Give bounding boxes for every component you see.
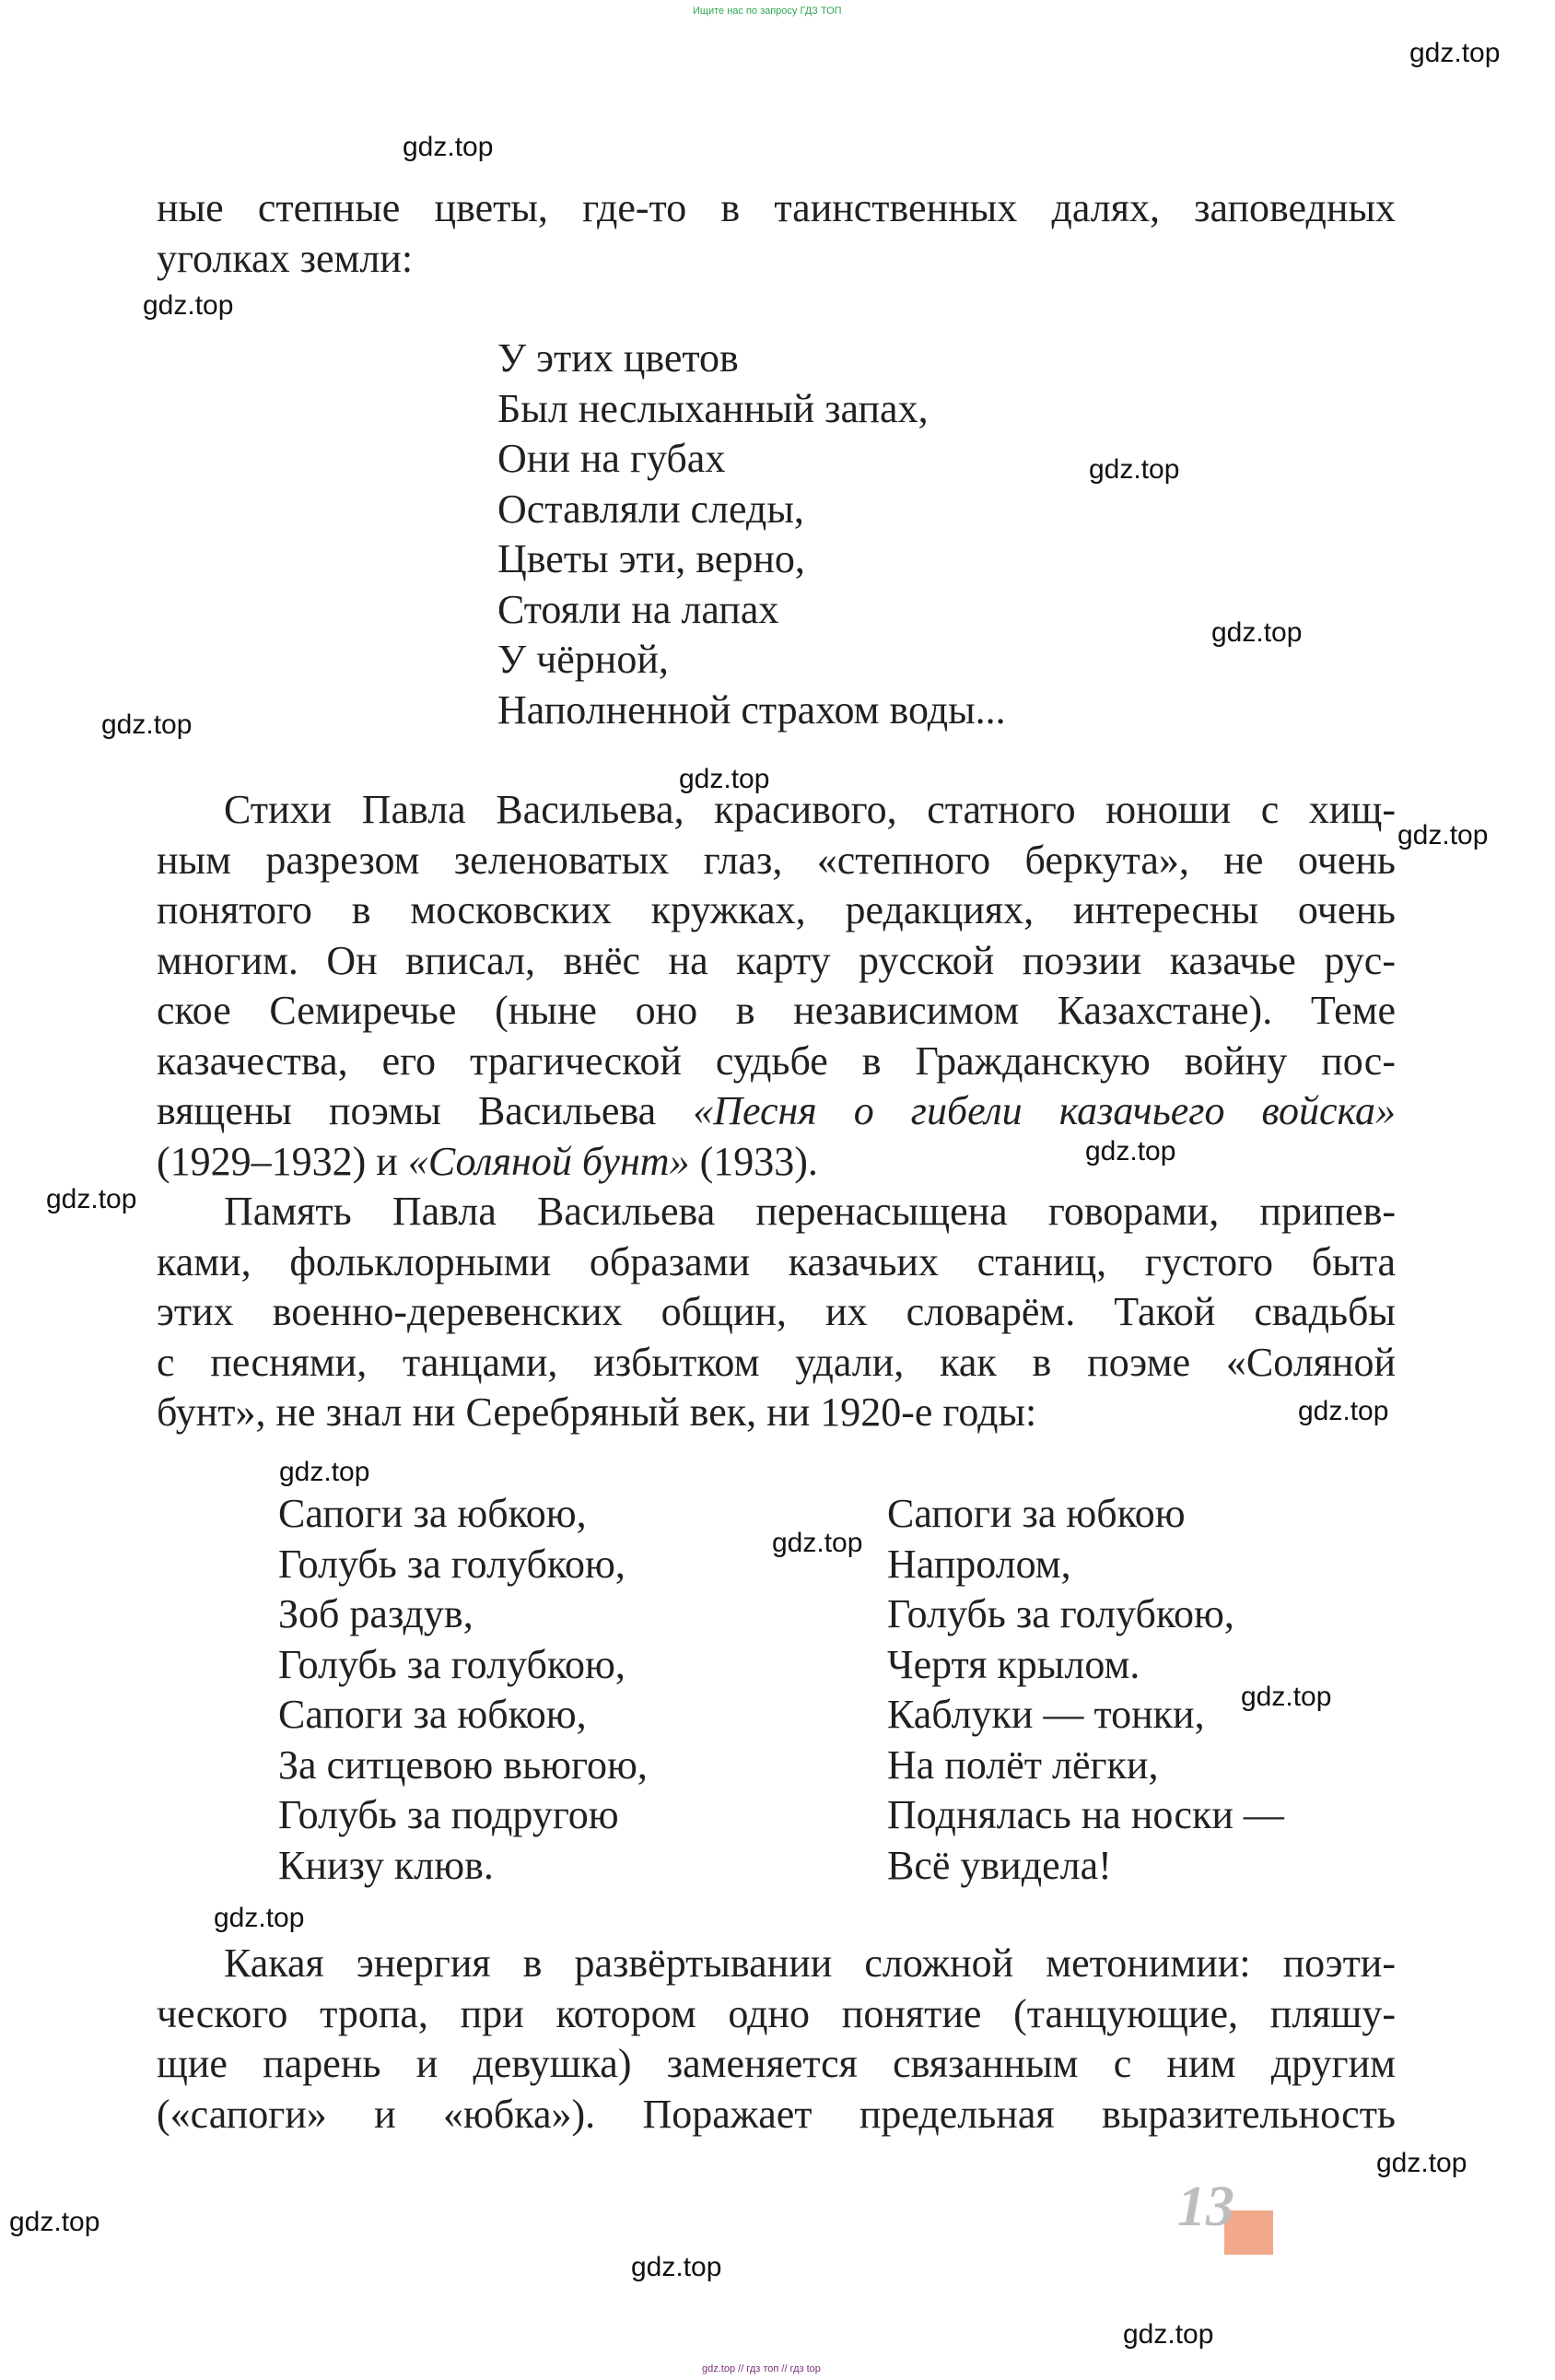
poem-line: Каблуки — тонки, xyxy=(887,1692,1205,1737)
poem-line: Сапоги за юбкою xyxy=(887,1491,1186,1536)
poem-line: Всё увидела! xyxy=(887,1842,1112,1888)
poem-line: На полёт лёгки, xyxy=(887,1741,1159,1788)
watermark: gdz.top xyxy=(46,1184,137,1214)
text-line: бунт», не знал ни Серебряный век, ни 1920-е годы: xyxy=(157,1389,1037,1435)
text-fragment: (1933). xyxy=(699,1138,818,1184)
watermark: gdz.top xyxy=(1397,820,1489,850)
poem-line: Стояли на лапах xyxy=(497,586,779,632)
footer-note: gdz.top // гдз топ // гдз top xyxy=(702,2363,821,2374)
text-fragment: вящены поэмы Васильева xyxy=(157,1088,657,1133)
watermark: gdz.top xyxy=(403,132,494,162)
text-line: ками, фольклорными образами казачьих станиц, густого быта xyxy=(157,1238,1396,1284)
text-line xyxy=(157,1137,1396,1188)
text-line: Какая энергия в развёртывании сложной метонимии: поэти- xyxy=(224,1940,1396,1986)
watermark: gdz.top xyxy=(101,709,193,740)
poem-line: Напролом, xyxy=(887,1541,1071,1587)
text-line: с песнями, танцами, избытком удали, как в поэме «Соляной xyxy=(157,1339,1396,1385)
text-line: ным разрезом зеленоватых глаз, «степного беркута», не очень xyxy=(157,837,1396,883)
watermark: gdz.top xyxy=(1409,38,1501,68)
paragraph-vasiliev xyxy=(157,785,1396,1187)
text-line: щие парень и девушка) заменяется связанным с ним другим xyxy=(157,2041,1396,2086)
text-fragment: (1929–1932) и xyxy=(157,1138,398,1184)
paragraph-memory xyxy=(157,1187,1396,1438)
poem-line: Цветы эти, верно, xyxy=(497,536,805,581)
text-line: ческого тропа, при котором одно понятие (танцующие, пляшу- xyxy=(157,1990,1396,2036)
poem-line: Голубь за голубкою, xyxy=(278,1641,626,1687)
text-line: уголках земли: xyxy=(157,235,414,281)
poem-line: За ситцевою вьюгою, xyxy=(278,1741,648,1788)
poem-line: Зоб раздув, xyxy=(278,1591,474,1636)
watermark: gdz.top xyxy=(1085,1136,1176,1167)
poem-title-song: «Песня о гибели казачьего войска» xyxy=(693,1088,1397,1133)
text-line: казачества, его трагической судьбе в Гражданскую войну пос- xyxy=(157,1038,1396,1084)
poem-line: Голубь за голубкою, xyxy=(887,1591,1234,1636)
header-note: Ищите нас по запросу ГДЗ ТОП xyxy=(693,6,842,17)
text-line: Стихи Павла Васильева, красивого, статного юноши с хищ- xyxy=(224,787,1396,832)
poem-line: Они на губах xyxy=(497,436,726,481)
poem-line: Голубь за подругою xyxy=(278,1792,619,1837)
watermark: gdz.top xyxy=(1211,617,1303,648)
poem-line: Голубь за голубкою, xyxy=(278,1541,626,1587)
watermark: gdz.top xyxy=(1241,1682,1332,1712)
text-line: этих военно-деревенских общин, их словарём. Такой свадьбы xyxy=(157,1289,1396,1334)
watermark: gdz.top xyxy=(772,1528,863,1558)
paragraph-continuation xyxy=(157,183,1396,284)
poem-title-salt-riot: «Соляной бунт» xyxy=(407,1138,690,1184)
text-line xyxy=(157,1086,1396,1137)
watermark: gdz.top xyxy=(9,2207,100,2237)
poem-line: Оставляли следы, xyxy=(497,486,804,532)
watermark: gdz.top xyxy=(214,1903,305,1933)
poem-line: Книзу клюв. xyxy=(278,1842,494,1888)
watermark: gdz.top xyxy=(1298,1396,1389,1426)
paragraph-energy xyxy=(157,1939,1396,2140)
poem-line: Наполненной страхом воды... xyxy=(497,686,1006,733)
poem-line: Чертя крылом. xyxy=(887,1641,1140,1687)
text-line: понятого в московских кружках, редакциях, интересны очень xyxy=(157,887,1396,932)
watermark: gdz.top xyxy=(279,1457,370,1487)
poem-line: У чёрной, xyxy=(497,637,669,682)
poem-line: Поднялась на носки — xyxy=(887,1792,1284,1837)
poem-line: Был неслыханный запах, xyxy=(497,385,929,431)
watermark: gdz.top xyxy=(1376,2148,1467,2178)
watermark: gdz.top xyxy=(143,290,234,321)
text-line: ные степные цветы, где-то в таинственных далях, заповедных xyxy=(157,185,1396,230)
poem-wedding-left xyxy=(278,1489,648,1891)
poem-line: Сапоги за юбкою, xyxy=(278,1692,587,1737)
poem-line: У этих цветов xyxy=(497,335,739,381)
text-line: ское Семиречье (ныне оно в независимом Казахстане). Теме xyxy=(157,988,1396,1033)
watermark: gdz.top xyxy=(631,2252,722,2282)
watermark: gdz.top xyxy=(1089,454,1180,485)
text-line: многим. Он вписал, внёс на карту русской поэзии казачье рус- xyxy=(157,937,1396,983)
text-line: («сапоги» и «юбка»). Поражает предельная выразительность xyxy=(157,2091,1396,2137)
poem-line: Сапоги за юбкою, xyxy=(278,1491,587,1536)
page-number: 13 xyxy=(1177,2175,1234,2238)
poem-wedding-right xyxy=(887,1489,1284,1891)
text-line: Память Павла Васильева перенасыщена говорами, припев- xyxy=(224,1189,1396,1234)
watermark: gdz.top xyxy=(679,764,770,794)
poem-flowers xyxy=(497,334,1006,735)
watermark: gdz.top xyxy=(1123,2319,1214,2350)
